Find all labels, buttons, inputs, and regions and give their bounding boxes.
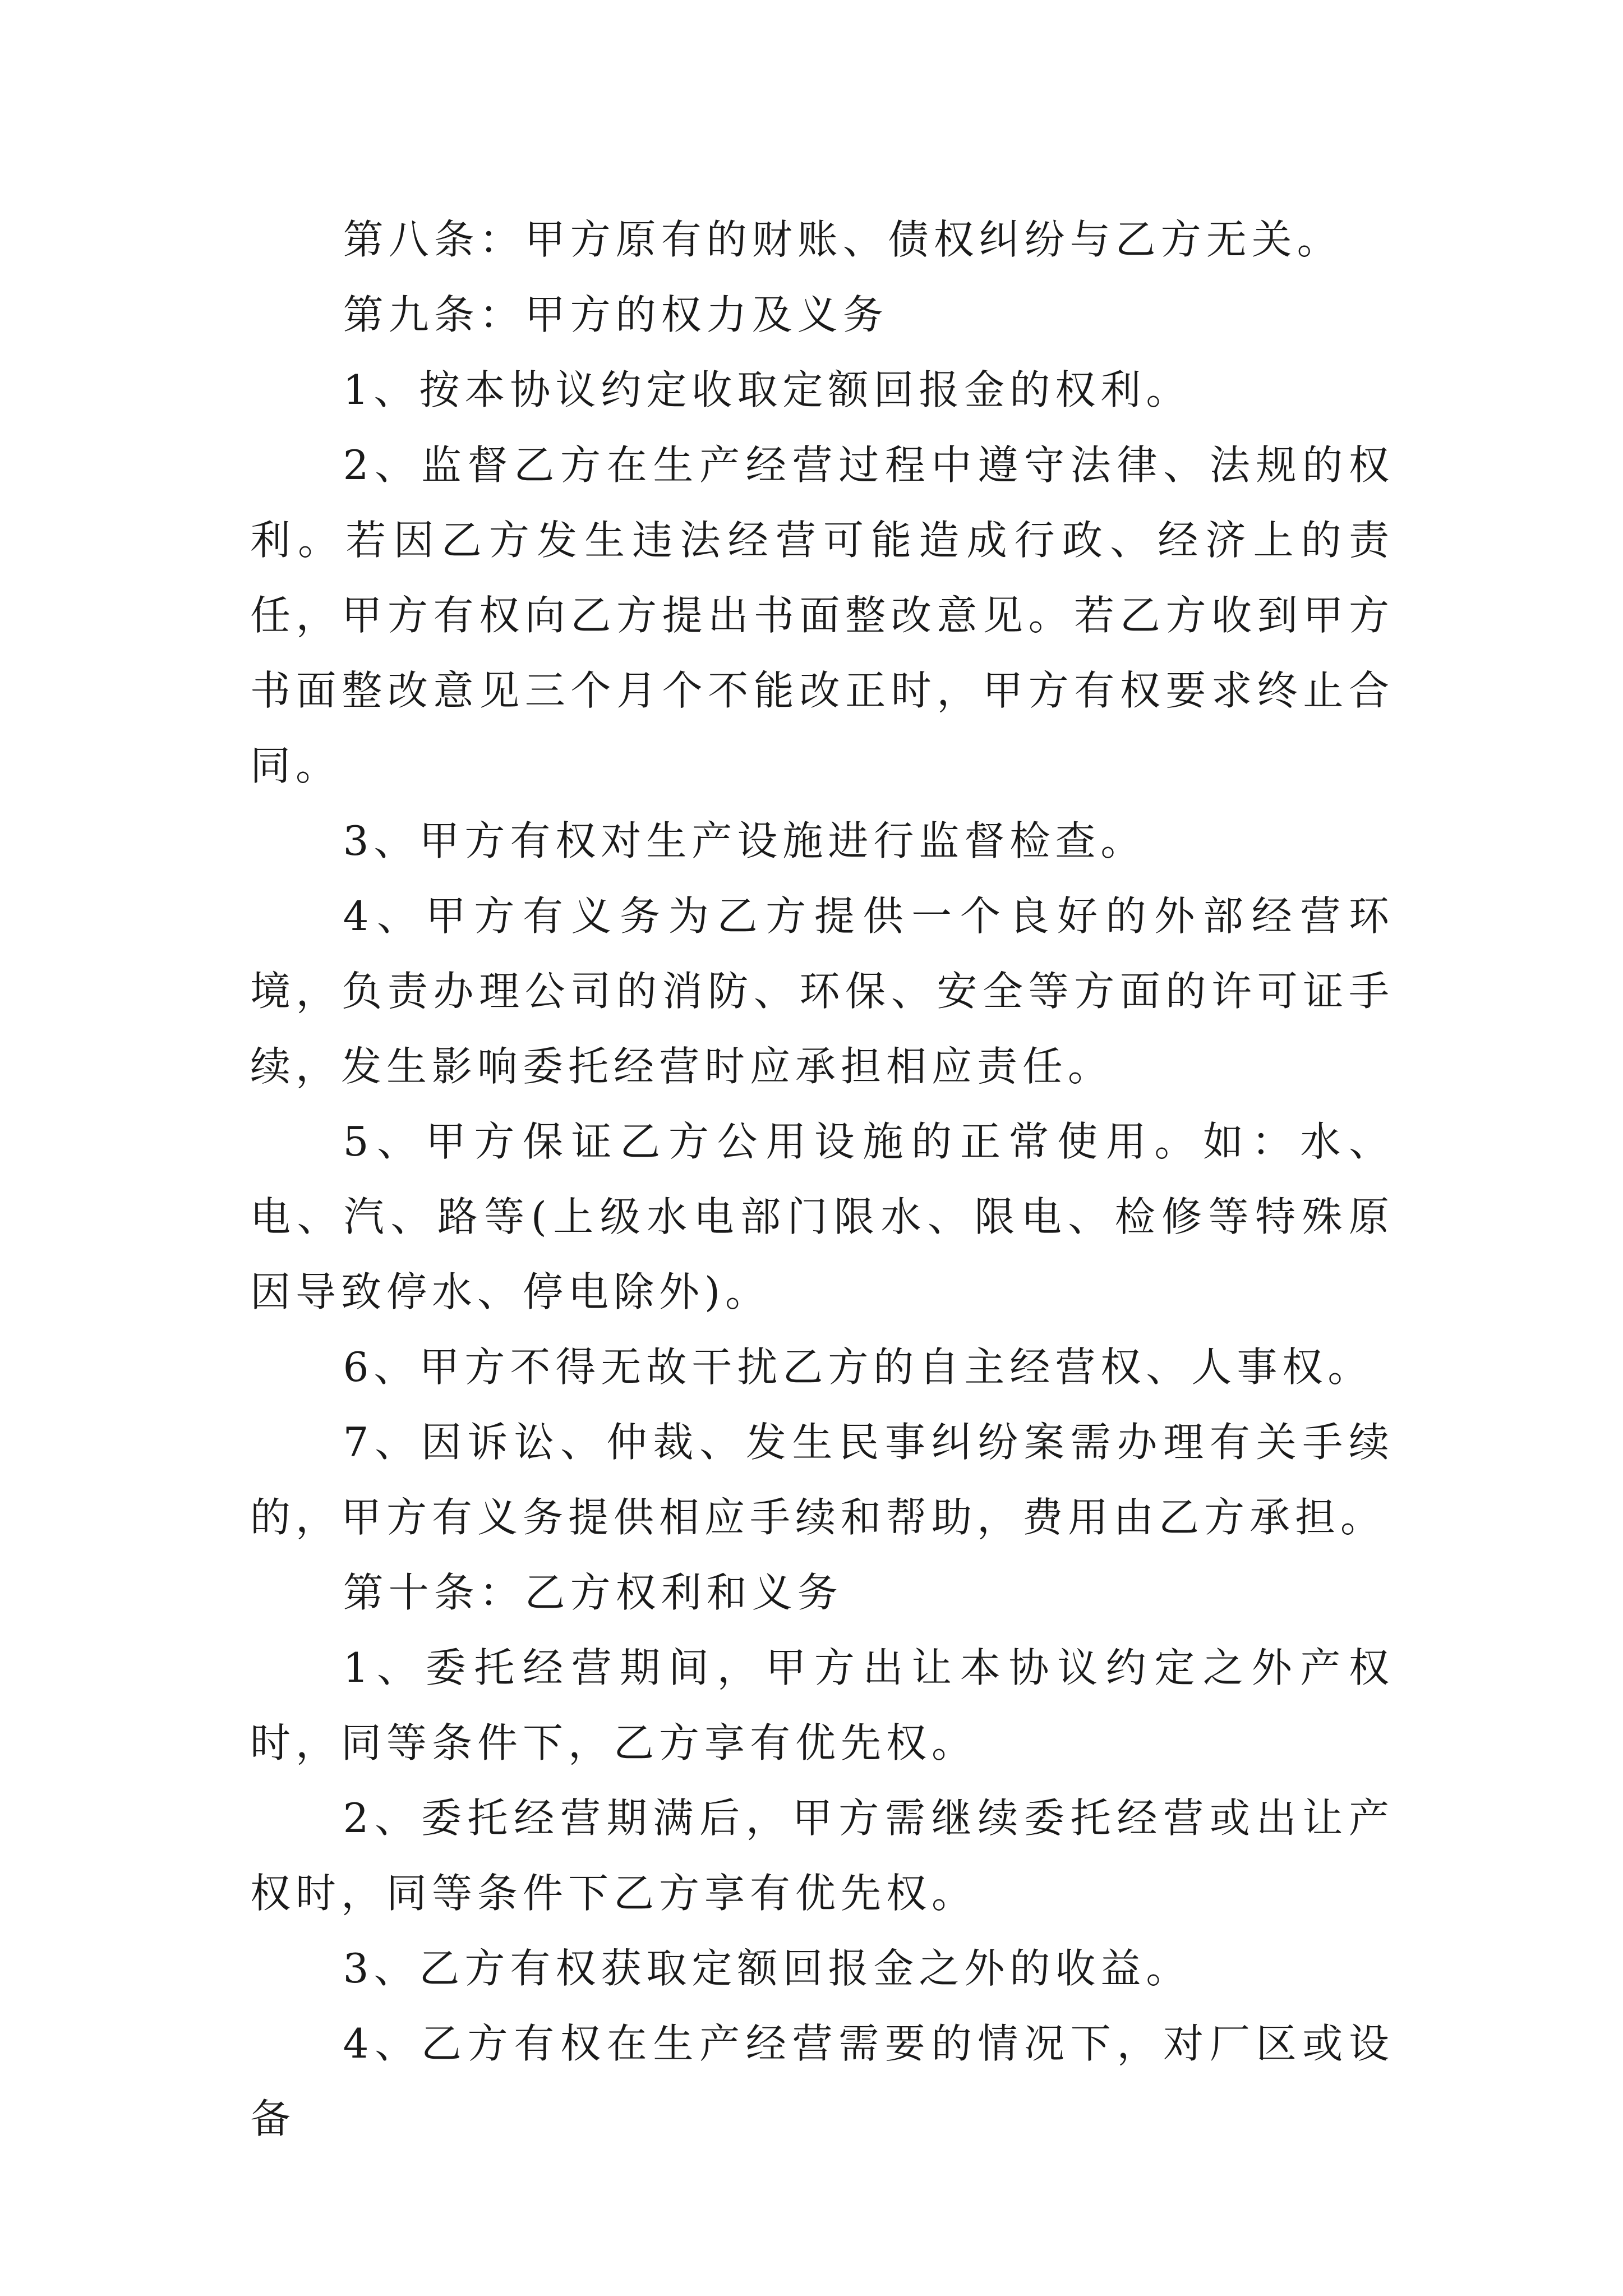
article-9-item-4: 4、甲方有义务为乙方提供一个良好的外部经营环境，负责办理公司的消防、环保、安全等方面的许可证手续，发生影响委托经营时应承担相应责任。: [250, 892, 1394, 1090]
article-9-item-1: 1、按本协议约定收取定额回报金的权利。: [343, 366, 1192, 413]
article-10-item-1: 1、委托经营期间，甲方出让本协议约定之外产权时，同等条件下，乙方享有优先权。: [250, 1644, 1394, 1766]
article-10-heading: 第十条：乙方权利和义务: [343, 1569, 843, 1616]
article-9-item-6: 6、甲方不得无故干扰乙方的自主经营权、人事权。: [343, 1343, 1373, 1391]
article-9-item-5: 5、甲方保证乙方公用设施的正常使用。如：水、电、汽、路等(上级水电部门限水、限电、检修等特殊原因导致停水、停电除外)。: [250, 1118, 1394, 1315]
article-10-item-2: 2、委托经营期满后，甲方需继续委托经营或出让产权时，同等条件下乙方享有优先权。: [250, 1795, 1394, 1917]
document-body: [250, 202, 1394, 2156]
article-10-item-4: 4、乙方有权在生产经营需要的情况下，对厂区或设备: [250, 2020, 1394, 2142]
article-9-item-7: 7、因诉讼、仲裁、发生民事纠纷案需办理有关手续的，甲方有义务提供相应手续和帮助，费用由乙方承担。: [250, 1419, 1394, 1541]
article-10-item-3: 3、乙方有权获取定额回报金之外的收益。: [343, 1945, 1192, 1992]
article-8-paragraph: 第八条：甲方原有的财账、债权纠纷与乙方无关。: [343, 216, 1343, 263]
article-9-item-3: 3、甲方有权对生产设施进行监督检查。: [343, 817, 1146, 864]
article-9-heading: 第九条：甲方的权力及义务: [343, 291, 888, 338]
article-9-item-2: 2、监督乙方在生产经营过程中遵守法律、法规的权利。若因乙方发生违法经营可能造成行政、经济上的责任，甲方有权向乙方提出书面整改意见。若乙方收到甲方书面整改意见三个月个不能改正时，甲方有权要求终止合同。: [250, 441, 1394, 789]
